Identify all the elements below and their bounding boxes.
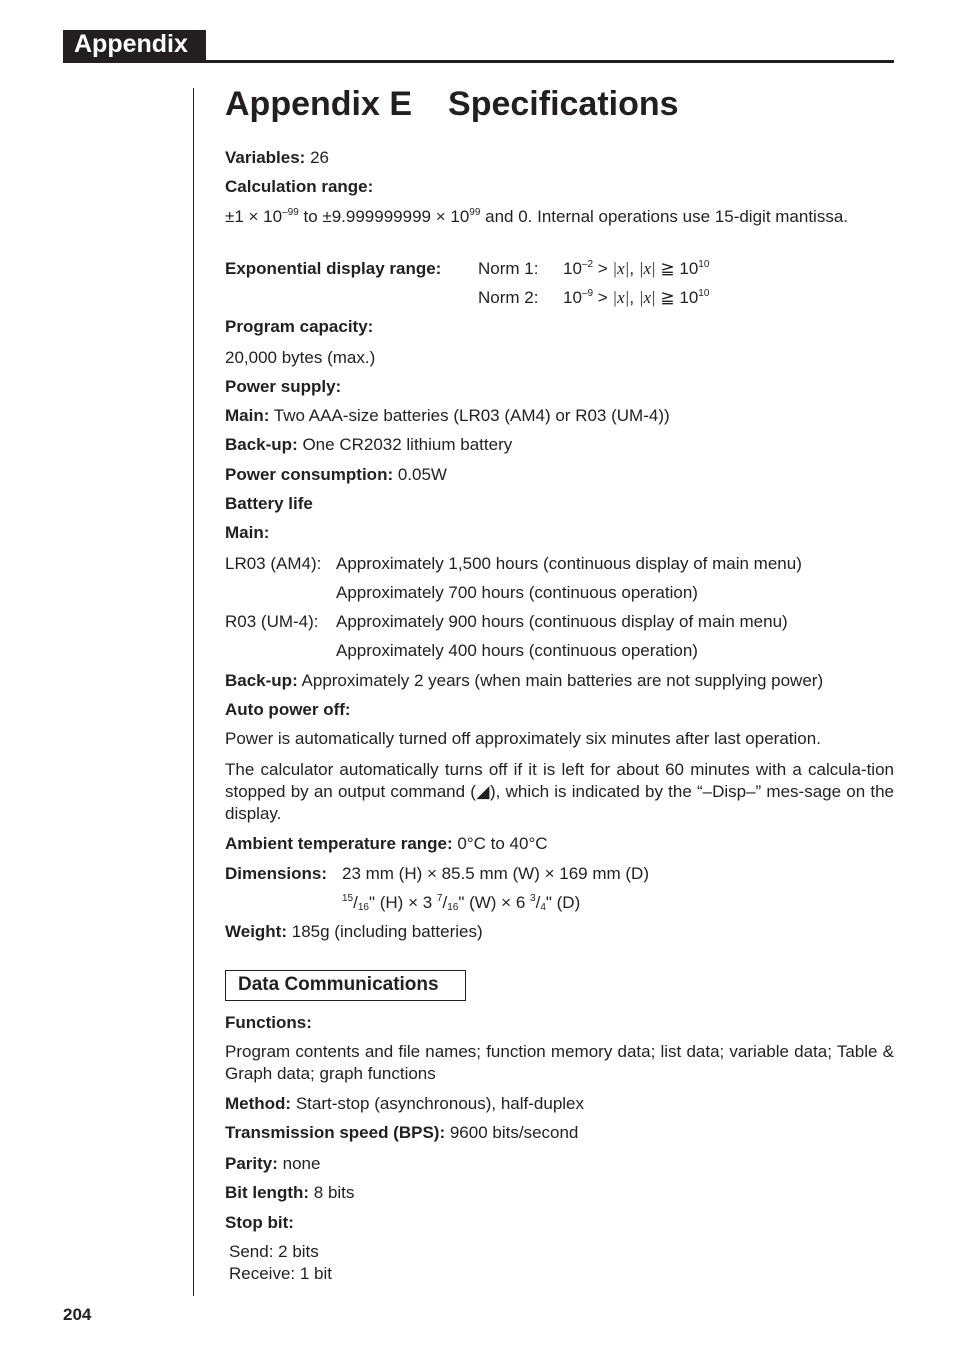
- program-capacity-value: 20,000 bytes (max.): [225, 348, 376, 367]
- transmission-speed: Transmission speed (BPS): 9600 bits/second: [225, 1123, 579, 1142]
- margin-rule: [193, 88, 194, 1296]
- weight: Weight: 185g (including batteries): [225, 922, 483, 941]
- dimensions-metric: 23 mm (H) × 85.5 mm (W) × 169 mm (D): [342, 864, 649, 883]
- lr03-label: LR03 (AM4):: [225, 554, 322, 573]
- method: Method: Start-stop (asynchronous), half-duplex: [225, 1094, 585, 1113]
- power-consumption: Power consumption: 0.05W: [225, 465, 447, 484]
- power-supply-main: Main: Two AAA-size batteries (LR03 (AM4) or R03 (UM-4)): [225, 406, 670, 425]
- exp-display-label: Exponential display range:: [225, 259, 442, 278]
- lr03-line1: Approximately 1,500 hours (continuous display of main menu): [336, 554, 802, 573]
- calc-range-label: Calculation range:: [225, 177, 374, 196]
- bit-length: Bit length: 8 bits: [225, 1183, 355, 1202]
- title-specifications: Specifications: [448, 85, 679, 123]
- stop-bit-label: Stop bit:: [225, 1213, 294, 1232]
- stop-bit-receive: Receive: 1 bit: [229, 1264, 332, 1283]
- parity: Parity: none: [225, 1154, 321, 1173]
- norm2-range: $10^{-9} > |x|$, |x| ≧ $10^{10}$: [563, 288, 710, 307]
- power-supply-label: Power supply:: [225, 377, 342, 396]
- r03-line1: Approximately 900 hours (continuous display of main menu): [336, 612, 788, 631]
- r03-line2: Approximately 400 hours (continuous operation): [336, 641, 698, 660]
- battery-life-label: Battery life: [225, 494, 313, 513]
- stop-bit-send: Send: 2 bits: [229, 1242, 319, 1261]
- data-comm-heading: Data Communications: [225, 970, 466, 1001]
- page-number: 204: [63, 1305, 92, 1324]
- functions-text: Program contents and file names; function memory data; list data; variable data; Table & Graph data; graph functions: [225, 1042, 894, 1083]
- auto-power-off-text2: The calculator automatically turns off if it is left for about 60 minutes with a calcula-tion stopped by an output command (◢), which is indicated by the “–Disp–” mes-sage on the display.: [225, 760, 895, 823]
- disp-triangle-icon: ◢: [475, 782, 490, 801]
- header-rule: [63, 60, 894, 63]
- auto-power-off-text1: Power is automatically turned off approximately six minutes after last operation.: [225, 729, 821, 748]
- lr03-line2: Approximately 700 hours (continuous operation): [336, 583, 698, 602]
- functions-label: Functions:: [225, 1013, 312, 1032]
- calc-range-value: $\pm 1 \times 10^{-99}$ to $\pm 9.999999999 \times 10^{99}$ and 0. Internal operations use 15-digit mantissa.: [225, 207, 849, 226]
- battery-life-main-label: Main:: [225, 523, 270, 542]
- norm2-name: Norm 2:: [478, 288, 539, 307]
- auto-power-off-label: Auto power off:: [225, 700, 351, 719]
- page-title: [225, 84, 679, 124]
- r03-label: R03 (UM-4):: [225, 612, 319, 631]
- section-tab: Appendix: [63, 30, 206, 63]
- program-capacity-label: Program capacity:: [225, 317, 374, 336]
- battery-life-backup: Back-up: Approximately 2 years (when main batteries are not supplying power): [225, 671, 824, 690]
- dimensions-inches: $^{15}/_{16}$" (H) × 3 $^7/_{16}$" (W) × 6 $^3/_4$" (D): [342, 893, 581, 913]
- variables-line: Variables: 26: [225, 148, 329, 167]
- dimensions-label: Dimensions:: [225, 864, 328, 883]
- power-supply-backup: Back-up: One CR2032 lithium battery: [225, 435, 513, 454]
- norm1-range: $10^{-2} > |x|$, |x| ≧ $10^{10}$: [563, 259, 710, 278]
- title-appendix: Appendix E: [225, 85, 413, 123]
- norm1-name: Norm 1:: [478, 259, 539, 278]
- ambient-temperature: Ambient temperature range: 0°C to 40°C: [225, 834, 548, 853]
